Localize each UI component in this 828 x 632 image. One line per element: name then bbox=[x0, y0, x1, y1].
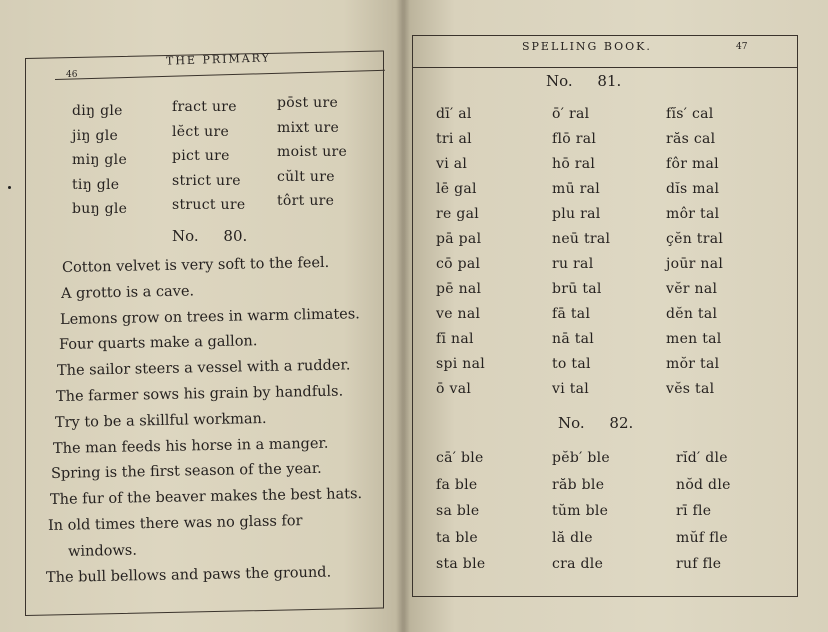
lesson-81-word: ru ral bbox=[552, 256, 594, 272]
lesson-81-word: fā tal bbox=[552, 306, 591, 322]
lesson-81-word: to tal bbox=[552, 356, 591, 372]
lesson-81-word: vĕs tal bbox=[666, 381, 715, 397]
lesson-81-word: nā tal bbox=[552, 331, 595, 347]
lesson-82-word: sa ble bbox=[436, 503, 480, 519]
lesson-81-word: fī nal bbox=[436, 331, 474, 347]
lesson-79-word: tôrt ure bbox=[277, 193, 335, 209]
sentence: The sailor steers a vessel with a rudder. bbox=[56, 357, 351, 380]
lesson-81-word: fôr mal bbox=[666, 156, 719, 172]
lesson-81-word: brū tal bbox=[552, 281, 602, 297]
lesson-81-word: hō ral bbox=[552, 156, 596, 172]
left-running-header: THE PRIMARY bbox=[165, 51, 272, 68]
lesson-81-word: plu ral bbox=[552, 206, 601, 222]
lesson-82-word: cā′ ble bbox=[436, 450, 484, 466]
lesson-81-word: môr tal bbox=[666, 206, 720, 222]
lesson-79-word: strict ure bbox=[172, 172, 241, 189]
lesson-82-word: tŭm ble bbox=[552, 503, 609, 519]
lesson-81-word: flō ral bbox=[552, 131, 597, 147]
speck bbox=[8, 186, 11, 189]
lesson-81-word: fĭs′ cal bbox=[666, 106, 714, 122]
sentence: In old times there was no glass for bbox=[47, 513, 303, 534]
right-page bbox=[404, 0, 828, 632]
right-header-rule bbox=[412, 67, 798, 68]
lesson-81-word: mŏr tal bbox=[666, 356, 720, 372]
lesson-81-word: spi nal bbox=[436, 356, 486, 372]
lesson-80-heading: No. 80. bbox=[172, 227, 248, 245]
left-page bbox=[0, 0, 404, 632]
lesson-81-word: lē gal bbox=[436, 181, 477, 197]
lesson-81-word: cō pal bbox=[436, 256, 481, 272]
lesson-79-word: pōst ure bbox=[277, 95, 339, 111]
lesson-81-word: vi al bbox=[436, 156, 468, 172]
lesson-79-word: struct ure bbox=[172, 197, 246, 213]
lesson-82-word: nŏd dle bbox=[676, 476, 731, 493]
lesson-81-word: dĭs mal bbox=[666, 181, 720, 197]
lesson-81-word: mū ral bbox=[552, 181, 601, 197]
sentence: The bull bellows and paws the ground. bbox=[45, 564, 332, 586]
lesson-81-heading: No. 81. bbox=[546, 72, 622, 90]
lesson-82-word: ruf fle bbox=[676, 556, 722, 572]
lesson-81-word: pā pal bbox=[436, 231, 482, 247]
sentence: The fur of the beaver makes the best hats. bbox=[49, 486, 363, 509]
left-page-number: 46 bbox=[66, 70, 78, 80]
lesson-79-word: miŋ gle bbox=[72, 152, 128, 168]
lesson-82-heading: No. 82. bbox=[558, 414, 634, 432]
lesson-82-word: sta ble bbox=[436, 556, 486, 572]
book-gutter bbox=[396, 0, 410, 632]
sentence: windows. bbox=[67, 542, 138, 560]
sentence: The farmer sows his grain by handfuls. bbox=[55, 383, 344, 405]
lesson-81-word: vi tal bbox=[552, 381, 590, 397]
lesson-81-word: dĕn tal bbox=[666, 306, 718, 322]
lesson-81-word: neū tral bbox=[552, 231, 611, 247]
sentence: Cotton velvet is very soft to the feel. bbox=[61, 254, 330, 276]
lesson-79-word: lĕct ure bbox=[172, 123, 230, 140]
sentence: Four quarts make a gallon. bbox=[58, 333, 258, 354]
sentence: The man feeds his horse in a manger. bbox=[52, 435, 329, 457]
lesson-82-word: rī fle bbox=[676, 503, 712, 519]
lesson-81-word: re gal bbox=[436, 206, 480, 222]
lesson-82-word: mŭf fle bbox=[676, 529, 728, 546]
sentence: Lemons grow on trees in warm climates. bbox=[59, 305, 360, 328]
lesson-81-word: ve nal bbox=[436, 306, 481, 322]
lesson-81-word: dī′ al bbox=[436, 106, 472, 122]
lesson-82-word: ta ble bbox=[436, 529, 478, 546]
right-running-header: SPELLING BOOK. bbox=[522, 40, 652, 53]
lesson-79-word: fract ure bbox=[172, 99, 237, 115]
lesson-82-word: fa ble bbox=[436, 476, 478, 493]
sentence: A grotto is a cave. bbox=[60, 283, 195, 302]
lesson-79-word: tiŋ gle bbox=[72, 176, 120, 193]
sentence: Spring is the first season of the year. bbox=[50, 461, 322, 483]
lesson-81-word: răs cal bbox=[666, 131, 716, 147]
lesson-79-word: jiŋ gle bbox=[72, 127, 119, 144]
lesson-81-word: men tal bbox=[666, 331, 722, 347]
lesson-82-word: lă dle bbox=[552, 529, 593, 546]
lesson-82-word: pĕb′ ble bbox=[552, 450, 610, 466]
lesson-79-word: buŋ gle bbox=[72, 201, 128, 217]
lesson-79-word: diŋ gle bbox=[72, 103, 123, 119]
lesson-82-word: cra dle bbox=[552, 556, 604, 572]
lesson-82-word: răb ble bbox=[552, 476, 605, 493]
lesson-82-word: rĭd′ dle bbox=[676, 450, 728, 466]
right-page-number: 47 bbox=[736, 42, 748, 52]
lesson-81-word: çĕn tral bbox=[666, 231, 724, 247]
lesson-81-word: ō′ ral bbox=[552, 106, 590, 122]
lesson-79-word: mixt ure bbox=[277, 119, 340, 136]
lesson-79-word: moist ure bbox=[277, 144, 348, 160]
lesson-81-word: ō val bbox=[436, 381, 472, 397]
lesson-81-word: pē nal bbox=[436, 281, 482, 297]
lesson-79-word: cŭlt ure bbox=[277, 168, 335, 185]
lesson-79-word: pict ure bbox=[172, 148, 230, 164]
sentence: Try to be a skillful workman. bbox=[54, 410, 267, 431]
lesson-81-word: vĕr nal bbox=[666, 281, 718, 297]
lesson-81-word: joūr nal bbox=[666, 256, 724, 272]
lesson-81-word: tri al bbox=[436, 131, 472, 147]
